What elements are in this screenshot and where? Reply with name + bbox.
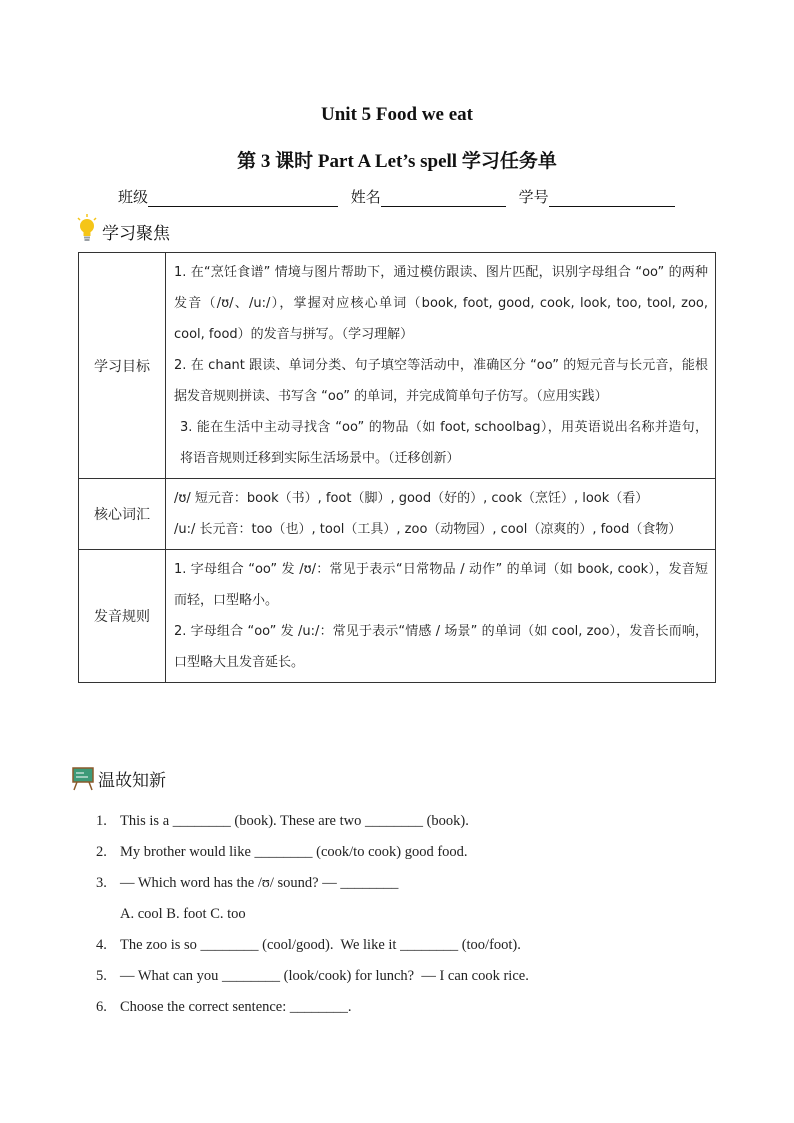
- item-text: — What can you ________ (look/cook) for lunch? — I can cook rice.: [120, 968, 529, 984]
- list-item: [96, 837, 716, 868]
- vocab-paragraph: /u:/ 长元音：too（也）, tool（工具）, zoo（动物园）, cool（凉爽的）, food（食物）: [174, 522, 682, 537]
- row-content: [166, 550, 716, 683]
- lightbulb-icon: [76, 214, 98, 244]
- item-number: 5.: [96, 968, 107, 984]
- goal-paragraph: 2. 在 chant 跟读、单词分类、句子填空等活动中，准确区分 “oo” 的短元音与长元音，能根据发音规则拼读、书写含 “oo” 的单词，并完成简单句子仿写。（应用实践）: [174, 358, 708, 404]
- class-blank[interactable]: [148, 191, 338, 207]
- item-number: 4.: [96, 937, 107, 953]
- review-heading-text: 温故知新: [98, 771, 166, 791]
- name-label: 姓名: [350, 188, 381, 206]
- row-label: 学习目标: [79, 253, 166, 479]
- list-item: [96, 961, 716, 992]
- number-blank[interactable]: [549, 191, 675, 207]
- review-section-heading: [72, 766, 166, 791]
- goal-paragraph: 3. 能在生活中主动寻找含 “oo” 的物品（如 foot, schoolbag），用英语说出名称并造句，将语音规则迁移到实际生活场景中。（迁移创新）: [180, 420, 708, 466]
- table-row: [79, 253, 716, 479]
- item-text: My brother would like ________ (cook/to cook) good food.: [120, 844, 468, 860]
- row-content: [166, 479, 716, 550]
- rule-paragraph: 1. 字母组合 “oo” 发 /ʊ/：常见于表示“日常物品 / 动作” 的单词（如 book, cook），发音短而轻，口型略小。: [174, 562, 708, 608]
- list-item: [96, 992, 716, 1023]
- rule-paragraph: 2. 字母组合 “oo” 发 /u:/：常见于表示“情感 / 场景” 的单词（如 cool, zoo），发音长而响，口型略大且发音延长。: [174, 624, 708, 670]
- list-item: [96, 930, 716, 961]
- item-text: The zoo is so ________ (cool/good). We like it ________ (too/foot).: [120, 937, 521, 953]
- item-number: 1.: [96, 813, 107, 829]
- goal-paragraph: 1. 在“烹饪食谱” 情境与图片帮助下，通过模仿跟读、图片匹配，识别字母组合 “oo” 的两种发音（/ʊ/、/u:/），掌握对应核心单词（book, foot, good, cook, look, too, tool, zoo, cool, food）的发音与拼写。（学习理解）: [174, 265, 708, 342]
- chalkboard-icon: [72, 767, 94, 791]
- student-info-row: [118, 186, 683, 207]
- name-blank[interactable]: [381, 191, 506, 207]
- list-item: [96, 868, 716, 899]
- row-content: [166, 253, 716, 479]
- vocab-paragraph: /ʊ/ 短元音：book（书）, foot（脚）, good（好的）, cook（烹饪）, look（看）: [174, 491, 649, 506]
- table-row: [79, 550, 716, 683]
- table-row: [79, 479, 716, 550]
- row-label: 核心词汇: [79, 479, 166, 550]
- lesson-subtitle: 第 3 课时 Part A Let’s spell 学习任务单: [237, 151, 557, 172]
- item-text: This is a ________ (book). These are two ________ (book).: [120, 813, 469, 829]
- item-text: Choose the correct sentence: ________.: [120, 999, 352, 1015]
- class-label: 班级: [118, 188, 149, 206]
- item-options: A. cool B. foot C. too: [120, 906, 246, 922]
- item-text: — Which word has the /ʊ/ sound? — ________: [120, 875, 399, 891]
- row-label: 发音规则: [79, 550, 166, 683]
- focus-section-heading: [76, 214, 170, 244]
- number-label: 学号: [518, 188, 549, 206]
- item-number: 6.: [96, 999, 107, 1015]
- unit-title: Unit 5 Food we eat: [321, 104, 473, 125]
- item-number: 2.: [96, 844, 107, 860]
- review-exercises: [96, 806, 716, 1023]
- focus-heading-text: 学习聚焦: [102, 224, 170, 244]
- item-number: 3.: [96, 875, 107, 891]
- list-item: [96, 806, 716, 837]
- learning-focus-table: [78, 252, 716, 683]
